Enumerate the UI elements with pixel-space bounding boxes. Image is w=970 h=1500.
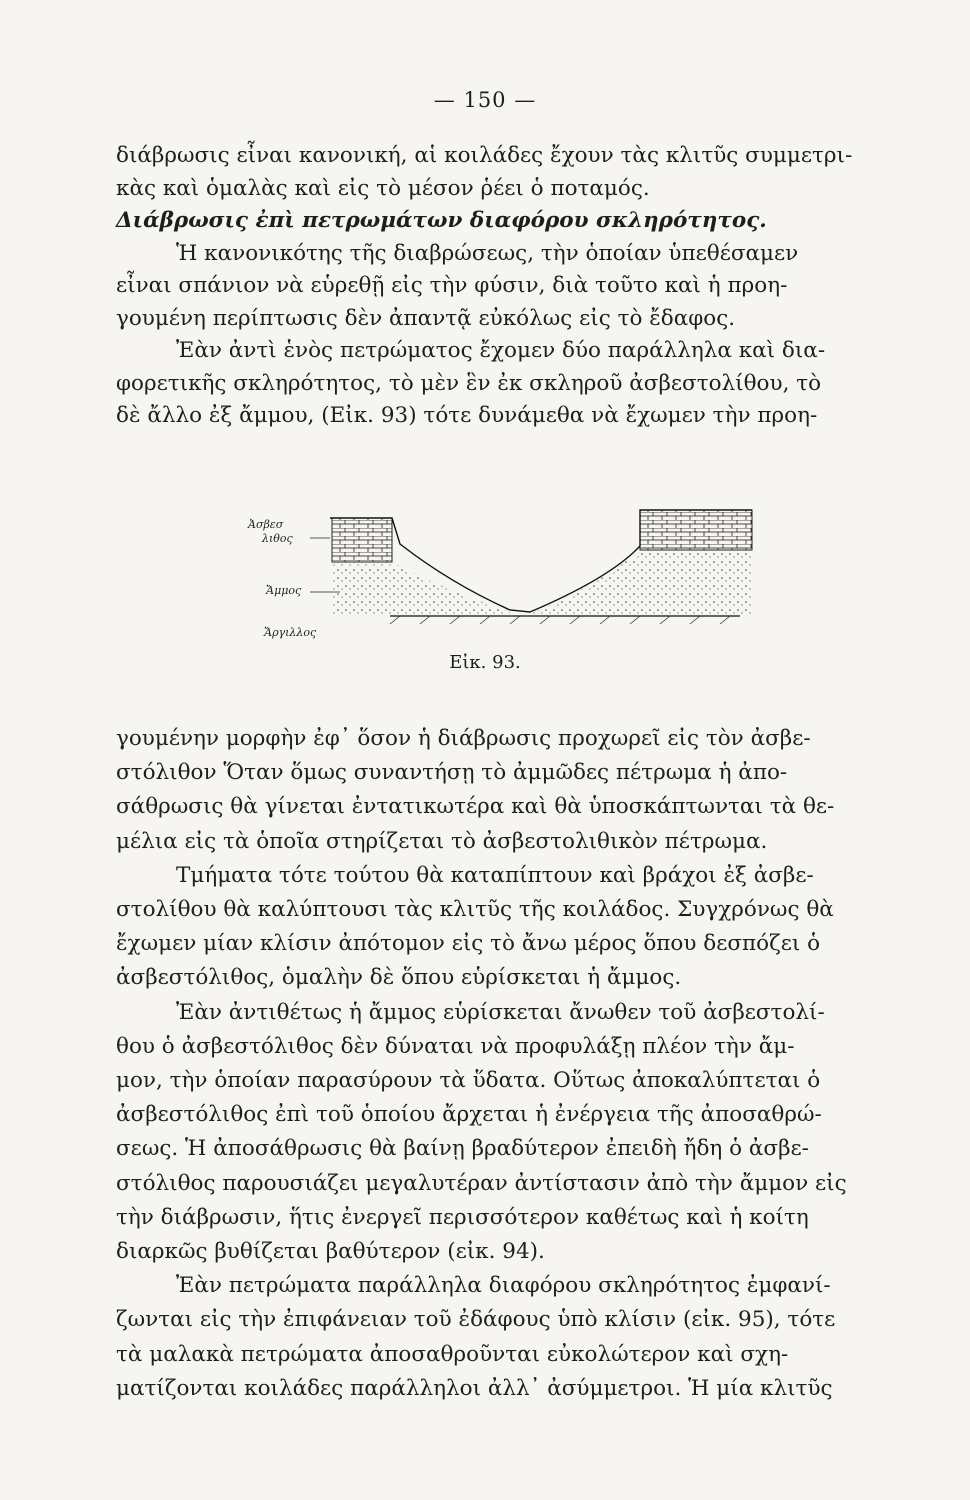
label-clay: Ἄργιλλος [264,626,317,639]
limestone-right [640,510,752,550]
text-block-bottom [116,722,896,1406]
section-heading: Διάβρωσις ἐπὶ πετρωμάτων διαφόρου σκληρότητος. [116,208,767,233]
text-line: σάθρωσις θὰ γίνεται ἐντατικωτέρα καὶ θὰ ὑποσκάπτωνται τὰ θε- [116,794,835,820]
text-line: διαρκῶς βυθίζεται βαθύτερον (εἰκ. 94). [116,1239,545,1265]
text-line: Τμήματα τότε τούτου θὰ καταπίπτουν καὶ βράχοι ἐξ ἀσβε- [176,862,814,888]
sand-right [530,550,752,614]
text-line: διάβρωσις εἶναι κανονική, αἱ κοιλάδες ἔχουν τὰς κλιτῦς συμμετρι- [116,143,853,168]
text-line: γουμένην μορφὴν ἐφ᾽ ὅσον ἡ διάβρωσις προχωρεῖ εἰς τὸν ἀσβε- [116,726,811,751]
text-line: Ἡ κανονικότης τῆς διαβρώσεως, τὴν ὁποίαν ὑπεθέσαμεν [176,240,799,266]
text-line: στολίθου θὰ καλύπτουσι τὰς κλιτῦς τῆς κοιλάδος. Συγχρόνως θὰ [116,897,834,923]
text-line: μέλια εἰς τὰ ὁποῖα στηρίζεται τὸ ἀσβεστολιθικὸν πέτρωμα. [116,828,768,854]
text-block-top [116,140,896,433]
text-line: στόλιθος παρουσιάζει μεγαλυτέραν ἀντίστασιν ἀπὸ τὴν ἄμμον εἰς [116,1170,847,1196]
text-line: ἀσβεστόλιθος ἐπὶ τοῦ ὁποίου ἄρχεται ἡ ἐνέργεια τῆς ἀποσαθρώ- [116,1102,822,1128]
page-number: — 150 — [433,88,537,112]
text-line: ματίζονται κοιλάδες παράλληλοι ἀλλ᾽ ἀσύμμετροι. Ἡ μία κλιτῦς [116,1375,833,1401]
figure-caption: Εἰκ. 93. [449,652,521,673]
text-line: τὴν διάβρωσιν, ἥτις ἐνεργεῖ περισσότερον καθέτως καὶ ἡ κοίτη [116,1204,809,1230]
text-line: φορετικῆς σκληρότητος, τὸ μὲν ἓν ἐκ σκληροῦ ἀσβεστολίθου, τὸ [116,370,822,396]
label-limestone: Ἀσβεσ [248,518,284,531]
limestone-left [332,518,392,562]
label-limestone-2: λιθος [262,532,293,545]
label-sand: Ἄμμος [266,584,302,597]
text-line: Ἐὰν ἀντὶ ἑνὸς πετρώματος ἔχομεν δύο παράλληλα καὶ δια- [176,338,826,363]
text-line: εἶναι σπάνιον νὰ εὑρεθῇ εἰς τὴν φύσιν, διὰ τοῦτο καὶ ἡ προη- [116,273,788,298]
text-line: Ἐὰν πετρώματα παράλληλα διαφόρου σκληρότητος ἐμφανί- [176,1273,831,1299]
text-line: δὲ ἄλλο ἐξ ἄμμου, (Εἰκ. 93) τότε δυνάμεθα νὰ ἔχωμεν τὴν προη- [116,403,818,428]
text-line: τὰ μαλακὰ πετρώματα ἀποσαθροῦνται εὐκολώτερον καὶ σχη- [116,1341,789,1367]
text-line: κὰς καὶ ὁμαλὰς καὶ εἰς τὸ μέσον ῥέει ὁ ποταμός. [116,175,650,201]
clay-hatching [390,616,730,624]
text-line: ἀσβεστόλιθος, ὁμαλὴν δὲ ὅπου εὑρίσκεται ἡ ἄμμος. [116,965,682,991]
text-line: σεως. Ἡ ἀποσάθρωσις θὰ βαίνῃ βραδύτερον ἐπειδὴ ἤδη ὁ ἀσβε- [116,1136,809,1162]
text-line: στόλιθον Ὅταν ὅμως συναντήσῃ τὸ ἀμμῶδες πέτρωμα ἡ ἀπο- [116,760,788,786]
figure-valley-cross-section [240,488,760,648]
valley-diagram [240,488,760,648]
text-line: μον, τὴν ὁποίαν παρασύρουν τὰ ὕδατα. Οὕτως ἀποκαλύπτεται ὁ [116,1068,821,1094]
text-line: γουμένη περίπτωσις δὲν ἀπαντᾷ εὐκόλως εἰς τὸ ἔδαφος. [116,305,736,331]
text-line: ἔχωμεν μίαν κλίσιν ἀπότομον εἰς τὸ ἄνω μέρος ὅπου δεσπόζει ὁ [116,931,821,957]
text-line: θου ὁ ἀσβεστόλιθος δὲν δύναται νὰ προφυλάξῃ πλέον τὴν ἄμ- [116,1033,795,1059]
sand-left [332,562,510,616]
text-line: Ἐὰν ἀντιθέτως ἡ ἄμμος εὑρίσκεται ἄνωθεν τοῦ ἀσβεστολί- [176,999,825,1025]
text-line: ζωνται εἰς τὴν ἐπιφάνειαν τοῦ ἐδάφους ὑπὸ κλίσιν (εἰκ. 95), τότε [116,1307,836,1333]
